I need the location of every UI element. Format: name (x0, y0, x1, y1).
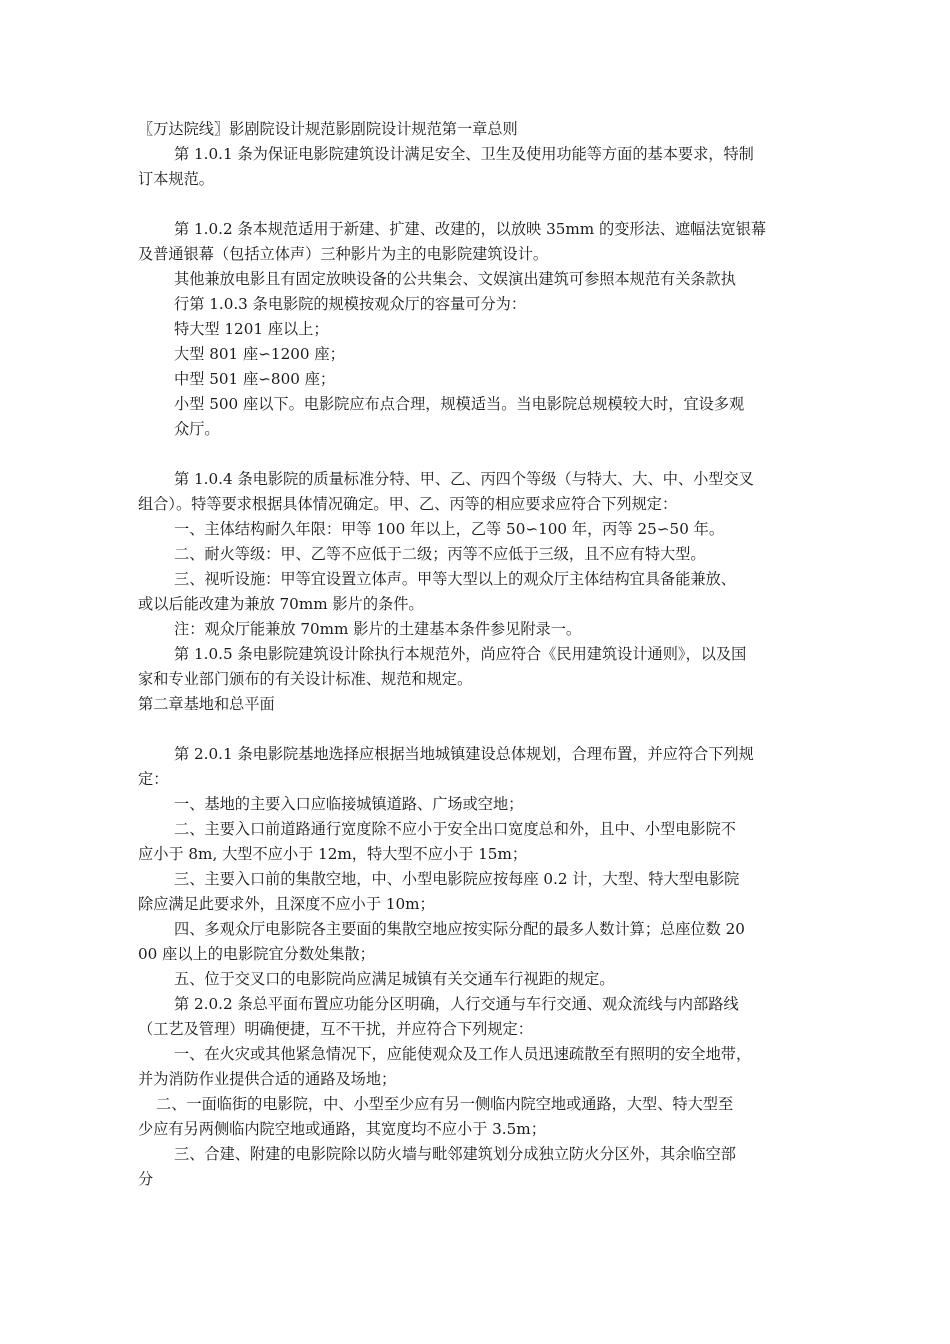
text-line: 一、基地的主要入口应临接城镇道路、广场或空地； (174, 795, 524, 813)
text-line: 少应有另两侧临内院空地或通路，其宽度均不应小于 3.5m； (138, 1120, 546, 1138)
text-line: 中型 501 座∽800 座； (174, 370, 336, 388)
text-line: 应小于 8m, 大型不应小于 12m，特大型不应小于 15m； (138, 845, 528, 863)
text-line: 小型 500 座以下。电影院应布点合理，规模适当。当电影院总规模较大时，宜设多观 (174, 395, 745, 413)
chapter-heading: 第二章基地和总平面 (138, 695, 275, 713)
text-line: 大型 801 座∽1200 座； (174, 345, 345, 363)
text-line: 第 2.0.1 条电影院基地选择应根据当地城镇建设总体规划，合理布置，并应符合下列规 (174, 745, 754, 763)
text-line: 第 1.0.5 条电影院建筑设计除执行本规范外，尚应符合《民用建筑设计通则》，以及国 (174, 645, 747, 663)
text-line: 第 2.0.2 条总平面布置应功能分区明确，人行交通与车行交通、观众流线与内部路线 (174, 995, 739, 1013)
text-line: 组合）。特等要求根据具体情况确定。甲、乙、丙等的相应要求应符合下列规定： (138, 495, 678, 513)
text-line: 第 1.0.1 条为保证电影院建筑设计满足安全、卫生及使用功能等方面的基本要求，特制 (174, 145, 754, 163)
text-line: 众厅。 (174, 420, 220, 438)
text-line: 五、位于交叉口的电影院尚应满足城镇有关交通车行视距的规定。 (174, 970, 615, 988)
text-line: 一、在火灾或其他紧急情况下，应能使观众及工作人员迅速疏散至有照明的安全地带， (174, 1045, 752, 1063)
text-line: 二、一面临街的电影院，中、小型至少应有另一侧临内院空地或通路，大型、特大型至 (156, 1095, 734, 1113)
text-line: 订本规范。 (138, 170, 214, 188)
text-line: 并为消防作业提供合适的通路及场地； (138, 1070, 397, 1088)
text-line: 注：观众厅能兼放 70mm 影片的土建基本条件参见附录一。 (174, 620, 582, 638)
text-line: 及普通银幕（包括立体声）三种影片为主的电影院建筑设计。 (138, 245, 549, 263)
text-line: 第 1.0.2 条本规范适用于新建、扩建、改建的，以放映 35mm 的变形法、遮幅法宽银幕 (174, 220, 767, 238)
text-line: 家和专业部门颁布的有关设计标准、规范和规定。 (138, 670, 473, 688)
text-line: 或以后能改建为兼放 70mm 影片的条件。 (138, 595, 424, 613)
text-line: 二、主要入口前道路通行宽度除不应小于安全出口宽度总和外，且中、小型电影院不 (174, 820, 736, 838)
text-line: 00 座以上的电影院宜分数处集散； (138, 945, 375, 963)
text-line: 行第 1.0.3 条电影院的规模按观众厅的容量可分为： (174, 295, 527, 313)
text-line: 特大型 1201 座以上； (174, 320, 329, 338)
text-line: 除应满足此要求外，且深度不应小于 10m； (138, 895, 435, 913)
text-line: 定： (138, 770, 169, 788)
text-line: 四、多观众厅电影院各主要面的集散空地应按实际分配的最多人数计算；总座位数 20 (174, 920, 745, 938)
text-line: 一、主体结构耐久年限：甲等 100 年以上，乙等 50∽100 年，丙等 25∽50 年。 (174, 520, 725, 538)
text-line: 分 (138, 1170, 154, 1188)
text-line: 三、视听设施：甲等宜设置立体声。甲等大型以上的观众厅主体结构宜具备能兼放、 (174, 570, 736, 588)
document-title: 〖万达院线〗影剧院设计规范影剧院设计规范第一章总则 (138, 120, 518, 138)
text-line: 其他兼放电影且有固定放映设备的公共集会、文娱演出建筑可参照本规范有关条款执 (174, 270, 736, 288)
text-line: 第 1.0.4 条电影院的质量标准分特、甲、乙、丙四个等级（与特大、大、中、小型交叉 (174, 470, 754, 488)
text-line: （工艺及管理）明确便捷，互不干扰，并应符合下列规定： (138, 1020, 533, 1038)
text-line: 三、合建、附建的电影院除以防火墙与毗邻建筑划分成独立防火分区外，其余临空部 (174, 1145, 736, 1163)
text-line: 三、主要入口前的集散空地，中、小型电影院应按每座 0.2 计，大型、特大型电影院 (174, 870, 740, 888)
text-line: 二、耐火等级：甲、乙等不应低于二级；丙等不应低于三级，且不应有特大型。 (174, 545, 706, 563)
